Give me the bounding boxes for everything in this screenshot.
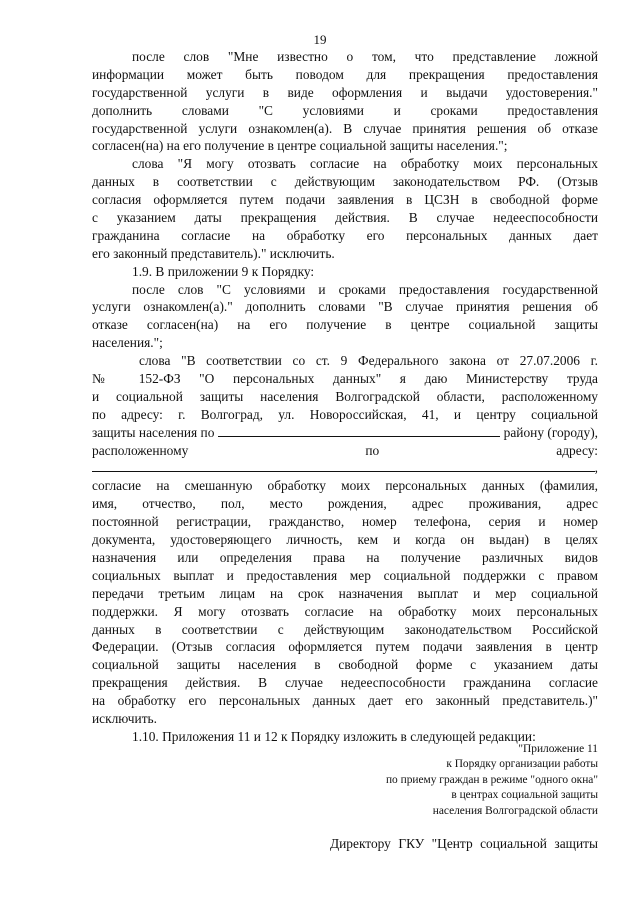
paragraph-exclude-words <box>92 155 598 262</box>
blank-underline <box>92 471 595 472</box>
fill-label: , <box>594 460 598 476</box>
text-line: после слов "С условиями и сроками предоставления государственной <box>132 281 598 297</box>
text-line: государственной услуги ознакомлен(а). В случае принятия решения об отказе <box>92 120 598 136</box>
paragraph-consent-text <box>92 352 598 477</box>
text-line: с указанием даты прекращения действия. В случае недееспособности <box>92 210 598 226</box>
address-fill-line <box>92 442 598 460</box>
text-line: Федерации. (Отзыв согласия оформляется путем подачи заявления в центр <box>92 639 598 655</box>
text-line: по адресу: г. Волгоград, ул. Новороссийская, 41, и центру социальной <box>92 406 598 422</box>
appendix-line: в центрах социальной защиты <box>451 789 598 802</box>
text-line: слова "Я могу отозвать согласие на обработку моих персональных <box>132 156 598 172</box>
text-line: поддержки. Я могу отозвать согласие на обработку моих персональных <box>92 603 598 619</box>
fill-label: адресу: <box>556 442 598 458</box>
appendix-line: "Приложение 11 <box>518 743 598 755</box>
text-line: государственной услуги в виде оформления и выдачи удостоверения." <box>92 84 598 100</box>
appendix-header <box>386 742 598 819</box>
fill-label: защиты населения по <box>92 424 215 440</box>
text-line: и социальной защиты населения Волгоградской области, расположенному <box>92 388 598 404</box>
appendix-line: к Порядку организации работы <box>446 758 598 771</box>
text-line: информации может быть поводом для прекращения предоставления <box>92 66 598 82</box>
item-heading-1-10: 1.10. Приложения 11 и 12 к Порядку изложить в следующей редакции: <box>132 728 536 744</box>
text-line: согласия оформляется путем подачи заявления в ЦСЗН в свободной форме <box>92 192 598 208</box>
fill-label: по <box>365 442 380 458</box>
text-line: согласен(на) на его получение в центре социальной защиты населения."; <box>92 138 508 154</box>
text-line: услуги ознакомлен(а)." дополнить словами "В случае принятия решения об <box>92 299 598 315</box>
text-line: на обработку его персональных данных дает его законный представитель.)" <box>92 693 598 709</box>
fill-label: району (городу), <box>503 424 598 440</box>
district-fill-line <box>92 424 598 442</box>
paragraph-appendix-9-addition <box>92 281 598 353</box>
page-number: 19 <box>313 32 327 47</box>
text-line: его законный представитель)." исключить. <box>92 245 335 261</box>
paragraph-amend-statement <box>92 48 598 155</box>
text-line: данных в соответствии с действующим законодательством Российской <box>92 621 598 637</box>
text-line: документа, удостоверяющего личность, кем и когда он выдан) в целях <box>92 532 598 548</box>
text-line: прекращения действия. В случае недееспособности гражданина согласие <box>92 675 598 691</box>
appendix-line: населения Волгоградской области <box>432 804 598 817</box>
text-line: исключить. <box>92 710 157 726</box>
text-line: назначения или определения права на получение различных видов <box>92 549 598 565</box>
text-line: социальных выплат и предоставления мер социальной поддержки с правом <box>92 567 598 583</box>
text-line: имя, отчество, пол, место рождения, адрес проживания, адрес <box>92 496 598 512</box>
text-line: гражданина согласие на обработку его персональных данных дает <box>92 227 598 243</box>
text-line: слова "В соответствии со ст. 9 Федерального закона от 27.07.2006 г. <box>139 353 598 369</box>
text-line: после слов "Мне известно о том, что представление ложной <box>132 49 598 64</box>
text-line: данных в соответствии с действующим законодательством РФ. (Отзыв <box>92 174 598 190</box>
text-line: отказе согласен(на) на его получение в центре социальной защиты <box>92 317 598 333</box>
text-line: № 152-ФЗ "О персональных данных" я даю Министерству труда <box>92 371 598 387</box>
appendix-line: по приему граждан в режиме "одного окна" <box>385 773 598 786</box>
fill-label: расположенному <box>92 442 189 458</box>
text-line: дополнить словами "С условиями и сроками предоставления <box>92 102 598 118</box>
paragraph-consent-details <box>92 477 598 727</box>
document-body <box>92 48 598 746</box>
text-line: населения."; <box>92 335 163 351</box>
text-line: согласие на смешанную обработку моих персональных данных (фамилия, <box>92 478 598 494</box>
address-blank-line <box>92 459 598 477</box>
addressee-line: Директору ГКУ "Центр социальной защиты <box>330 836 598 851</box>
text-line: постоянной регистрации, гражданство, номер телефона, серия и номер <box>92 514 598 530</box>
text-line: социальной защиты населения в свободной форме с указанием даты <box>92 657 598 673</box>
text-line: передачи третьим лицам на срок назначения выплат и мер социальной <box>92 585 598 601</box>
item-heading-1-9: 1.9. В приложении 9 к Порядку: <box>132 263 315 279</box>
blank-underline <box>218 436 499 437</box>
